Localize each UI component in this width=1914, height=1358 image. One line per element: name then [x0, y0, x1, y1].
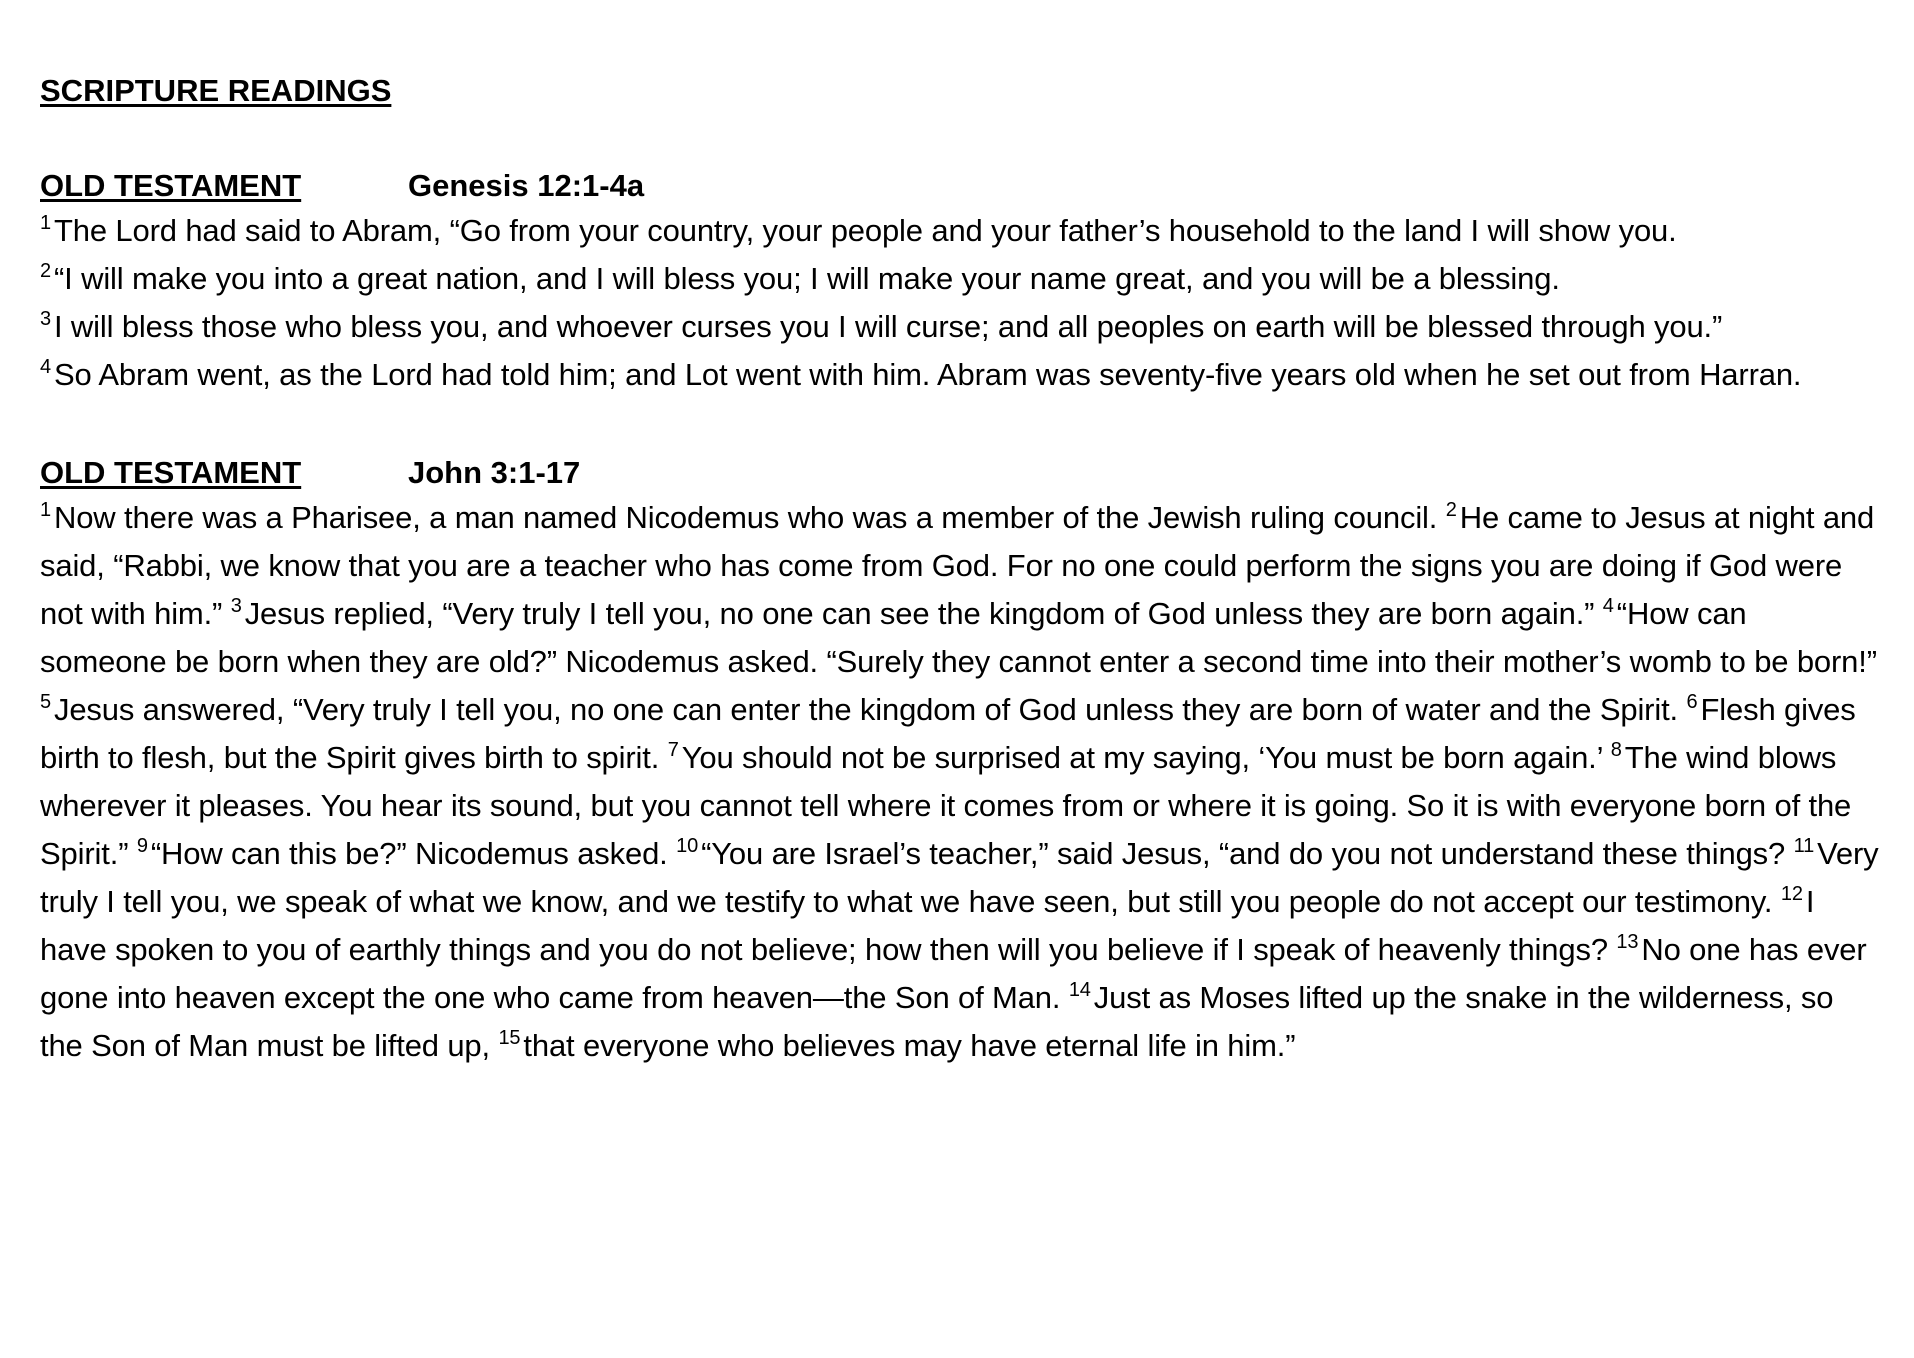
verse-number: 15: [498, 1027, 521, 1049]
verse-number: 12: [1780, 883, 1803, 905]
verse-number: 2: [1445, 499, 1457, 521]
verse: [40, 500, 1446, 535]
verse: [668, 740, 1611, 775]
section-reference: John 3:1-17: [408, 455, 581, 490]
verse-text: Now there was a Pharisee, a man named Nicodemus who was a member of the Jewish ruling council.: [53, 500, 1438, 535]
section-heading: [40, 452, 1880, 494]
section-reference: Genesis 12:1-4a: [408, 168, 645, 203]
verse-text: Just as Moses lifted up the snake in the wilderness, so the Son of Man must be lifted up,: [40, 980, 1834, 1063]
verse-number: 1: [40, 212, 51, 234]
verse-number: 3: [40, 308, 51, 330]
verse-text: “I will make you into a great nation, and I will bless you; I will make your name great, and you will be a blessing.: [53, 261, 1560, 296]
verse: [40, 255, 1880, 303]
verse-text: “How can someone be born when they are old?” Nicodemus asked. “Surely they cannot enter a second time into their mother’s womb to be born!”: [40, 596, 1877, 679]
verse-number: 9: [136, 835, 148, 857]
verse-number: 4: [1602, 595, 1614, 617]
verse-number: 5: [40, 691, 51, 713]
verse: [40, 303, 1880, 351]
reading-body: [40, 207, 1880, 399]
section-label: OLD TESTAMENT: [40, 455, 302, 490]
verse-text: So Abram went, as the Lord had told him; and Lot went with him. Abram was seventy-five years old when he set out from Harran.: [53, 357, 1802, 392]
verse-text: The wind blows wherever it pleases. You hear its sound, but you cannot tell where it comes from or where it is going. So it is with everyone born of the Spirit.”: [40, 740, 1852, 871]
verse-number: 4: [40, 356, 51, 378]
verse-text: I have spoken to you of earthly things and you do not believe; how then will you believe if I speak of heavenly things?: [40, 884, 1815, 967]
verse-text: He came to Jesus at night and said, “Rabbi, we know that you are a teacher who has come from God. For no one could perform the signs you are doing if God were not with him.”: [40, 500, 1875, 631]
verse-number: 14: [1068, 979, 1091, 1001]
section-label: OLD TESTAMENT: [40, 168, 302, 203]
verse-text: Jesus replied, “Very truly I tell you, no one can see the kingdom of God unless they are born again.”: [244, 596, 1595, 631]
verse-number: 10: [676, 835, 699, 857]
reading-body: [40, 494, 1880, 1070]
verse: [40, 351, 1880, 399]
verse-text: The Lord had said to Abram, “Go from your country, your people and your father’s household to the land I will show you.: [53, 213, 1677, 248]
verse: [498, 1028, 1295, 1063]
verse-text: You should not be surprised at my saying, ‘You must be born again.’: [681, 740, 1603, 775]
verse-number: 6: [1686, 691, 1698, 713]
verse: [40, 207, 1880, 255]
verse-text: No one has ever gone into heaven except the one who came from heaven—the Son of Man.: [40, 932, 1867, 1015]
page-title: SCRIPTURE READINGS: [40, 73, 392, 108]
verse-text: “How can this be?” Nicodemus asked.: [150, 836, 668, 871]
verse-number: 1: [40, 499, 51, 521]
verse-number: 11: [1793, 835, 1815, 857]
verse-text: I will bless those who bless you, and whoever curses you I will curse; and all peoples on earth will be blessed through you.”: [53, 309, 1723, 344]
verse-number: 2: [40, 260, 51, 282]
section-heading: [40, 165, 1880, 207]
verse-text: Flesh gives birth to flesh, but the Spirit gives birth to spirit.: [40, 692, 1856, 775]
verse: [676, 836, 1793, 871]
verse-text: that everyone who believes may have eternal life in him.”: [523, 1028, 1296, 1063]
reading-section-genesis: [40, 165, 1880, 399]
verse: [137, 836, 676, 871]
document-page: [40, 70, 1880, 1070]
verse: [40, 692, 1687, 727]
verse-number: 8: [1610, 739, 1622, 761]
verse: [231, 596, 1603, 631]
reading-section-john: [40, 452, 1880, 1070]
verse-number: 13: [1616, 931, 1639, 953]
verse-text: “You are Israel’s teacher,” said Jesus, “and do you not understand these things?: [701, 836, 1786, 871]
verse-text: Very truly I tell you, we speak of what we know, and we testify to what we have seen, but still you people do not accept our testimony.: [40, 836, 1879, 919]
verse-number: 3: [230, 595, 242, 617]
verse-number: 7: [667, 739, 679, 761]
verse-text: Jesus answered, “Very truly I tell you, no one can enter the kingdom of God unless they are born of water and the Spirit.: [53, 692, 1679, 727]
